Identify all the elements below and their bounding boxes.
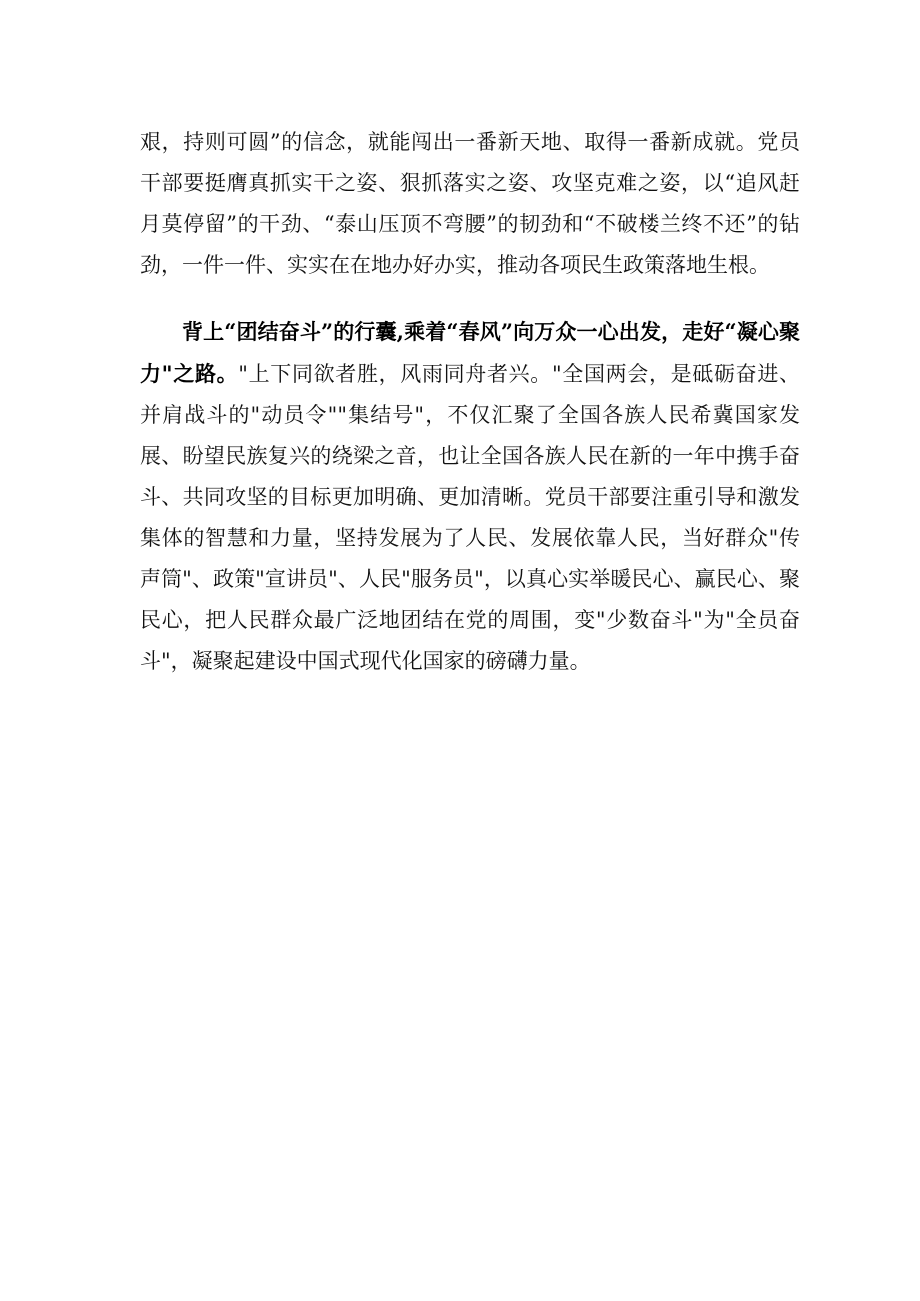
paragraph-spacer (140, 286, 800, 311)
paragraph-unity (140, 311, 800, 682)
paragraph-text: 艰，持则可圆”的信念，就能闯出一番新天地、取得一番新成就。党员干部要挺膺真抓实干之姿、狠抓落实之姿、攻坚克难之姿，以“追风赶月莫停留”的干劲、“泰山压顶不弯腰”的韧劲和“不破楼兰终不还”的钻劲，一件一件、实实在在地办好办实，推动各项民生政策落地生根。 (140, 130, 800, 277)
paragraph-lead-heading: 背上“团结奋斗”的行囊,乘着“春风”向万众一心出发，走好“凝心聚力"之路。 (140, 319, 800, 386)
paragraph-continuation (140, 122, 800, 286)
document-body (140, 122, 800, 682)
paragraph-text: "上下同欲者胜，风雨同舟者兴。"全国两会，是砥砺奋进、并肩战斗的"动员令""集结号"，不仅汇聚了全国各族人民希冀国家发展、盼望民族复兴的绕梁之音，也让全国各族人民在新的一年中携手奋斗、共同攻坚的目标更加明确、更加清晰。党员干部要注重引导和激发集体的智慧和力量，坚持发展为了人民、发展依靠人民，当好群众"传声筒"、政策"宣讲员"、人民"服务员"，以真心实举暖民心、赢民心、聚民心，把人民群众最广泛地团结在党的周围，变"少数奋斗"为"全员奋斗"，凝聚起建设中国式现代化国家的磅礴力量。 (140, 362, 800, 673)
